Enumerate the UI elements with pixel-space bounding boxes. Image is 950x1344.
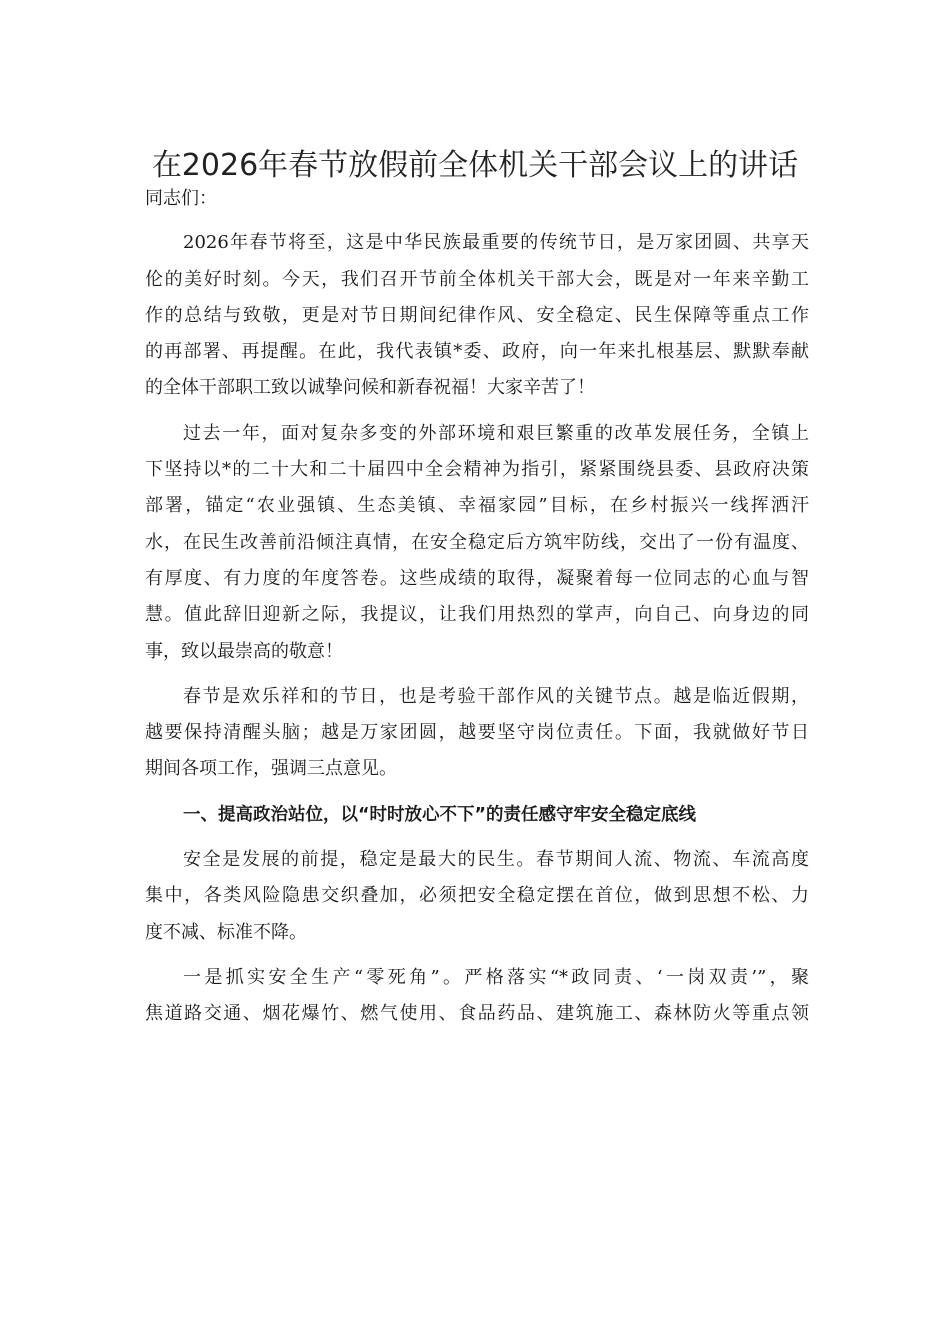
paragraph-line: 的全体干部职工致以诚挚问候和新春祝福！大家辛苦了！ [145, 377, 595, 399]
paragraph-safety [145, 842, 809, 951]
paragraph-review [145, 416, 809, 670]
paragraph-line: 期间各项工作，强调三点意见。 [145, 758, 397, 780]
paragraph-line: 度不减、标准不降。 [145, 921, 307, 943]
paragraph-production [145, 960, 809, 1033]
paragraph-line: 水，在民生改善前沿倾注真情，在安全稳定后方筑牢防线，交出了一份有温度、 [145, 531, 809, 553]
paragraph-line: 集中，各类风险隐患交织叠加，必须把安全稳定摆在首位，做到思想不松、力 [145, 885, 809, 907]
document-title: 在2026年春节放假前全体机关干部会议上的讲话 [151, 148, 799, 183]
paragraph-gap [145, 951, 809, 960]
paragraph-line: 伦的美好时刻。今天，我们召开节前全体机关干部大会，既是对一年来辛勤工 [145, 268, 809, 290]
paragraph-line: 过去一年，面对复杂多变的外部环境和艰巨繁重的改革发展任务，全镇上 [183, 422, 809, 444]
paragraph-line: 安全是发展的前提，稳定是最大的民生。春节期间人流、物流、车流高度 [183, 849, 809, 871]
section-heading: 一、提高政治站位，以“时时放心不下”的责任感守牢安全稳定底线 [183, 804, 697, 825]
salutation: 同志们： [145, 188, 217, 209]
paragraph-gap [145, 788, 809, 797]
paragraph-line: 事，致以最崇高的敬意！ [145, 640, 343, 662]
paragraph-line: 下坚持以*的二十大和二十届四中全会精神为指引，紧紧围绕县委、县政府决策 [145, 459, 809, 481]
paragraph-line: 作的总结与致敬，更是对节日期间纪律作风、安全稳定、民生保障等重点工作 [145, 304, 809, 326]
paragraph-intro [145, 225, 809, 406]
paragraph-gap [145, 833, 809, 842]
paragraph-line: 有厚度、有力度的年度答卷。这些成绩的取得，凝聚着每一位同志的心血与智 [145, 567, 809, 589]
paragraph-festival [145, 679, 809, 788]
paragraph-line: 焦道路交通、烟花爆竹、燃气使用、食品药品、建筑施工、森林防火等重点领 [145, 1003, 809, 1025]
paragraph-line: 春节是欢乐祥和的节日，也是考验干部作风的关键节点。越是临近假期， [183, 685, 809, 707]
paragraph-gap [145, 670, 809, 679]
paragraph-line: 越要保持清醒头脑；越是万家团圆，越要坚守岗位责任。下面，我就做好节日 [145, 722, 809, 744]
paragraph-gap [145, 407, 809, 416]
paragraph-line: 的再部署、再提醒。在此，我代表镇*委、政府，向一年来扎根基层、默默奉献 [145, 341, 809, 363]
paragraph-line: 一是抓实安全生产“零死角”。严格落实“*政同责、‘一岗双责’”，聚 [183, 966, 809, 988]
paragraph-line: 慧。值此辞旧迎新之际，我提议，让我们用热烈的掌声，向自己、向身边的同 [145, 604, 809, 626]
paragraph-line: 部署，锚定“农业强镇、生态美镇、幸福家园”目标，在乡村振兴一线挥洒汗 [145, 495, 809, 517]
document-body [145, 181, 809, 1033]
paragraph-line: 2026年春节将至，这是中华民族最重要的传统节日，是万家团圆、共享天 [183, 232, 809, 254]
